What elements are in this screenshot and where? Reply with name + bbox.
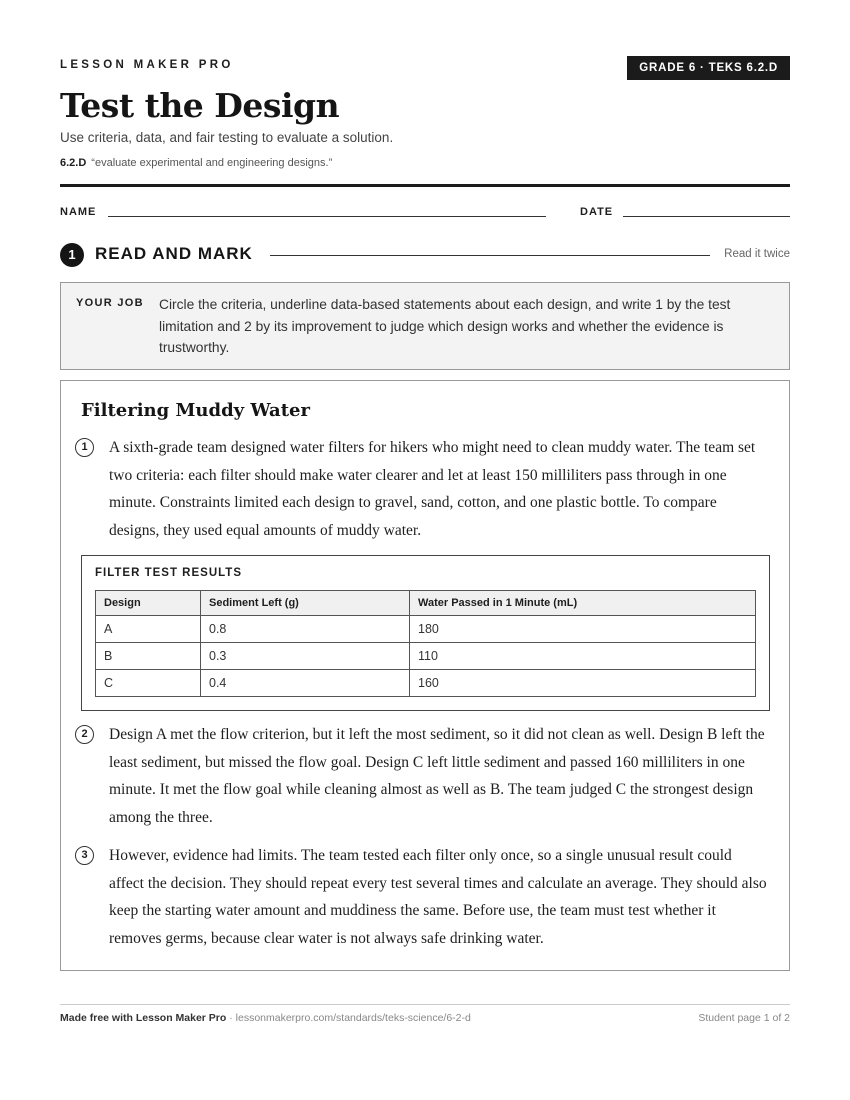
footer-divider [60, 1004, 790, 1005]
job-instructions-box [60, 282, 790, 370]
table-cell: 0.4 [201, 670, 410, 697]
footer-page-number: Student page 1 of 2 [698, 1012, 790, 1024]
table-cell: 0.8 [201, 616, 410, 643]
name-date-row [60, 205, 790, 221]
paragraph-number: 3 [75, 846, 94, 865]
paragraph-number: 1 [75, 438, 94, 457]
column-header: Sediment Left (g) [201, 591, 410, 616]
results-table [95, 590, 756, 697]
standard-text: “evaluate experimental and engineering designs.” [91, 157, 333, 169]
table-cell: 160 [410, 670, 756, 697]
table-header-row [96, 591, 756, 616]
table-cell: A [96, 616, 201, 643]
footer-url[interactable]: lessonmakerpro.com/standards/teks-science/6-2-d [235, 1012, 471, 1024]
standard-line [60, 157, 332, 169]
section-divider [270, 255, 710, 256]
brand-name: LESSON MAKER PRO [60, 59, 234, 71]
table-row [96, 643, 756, 670]
reading-title: Filtering Muddy Water [81, 400, 310, 421]
results-table-box [81, 555, 770, 711]
standard-code: 6.2.D [60, 157, 87, 169]
footer-credit [60, 1012, 471, 1024]
table-row [96, 616, 756, 643]
name-field[interactable] [108, 216, 546, 217]
page-subtitle: Use criteria, data, and fair testing to evaluate a solution. [60, 130, 394, 145]
paragraph-text: A sixth-grade team designed water filters for hikers who might need to clean muddy water. The team set two criteria: each filter should make water clearer and let at least 150 milliliters pass through in one minute. Constraints limited each design to gravel, sand, cotton, and one plastic bottle. To compare designs, they used equal amounts of muddy water. [109, 439, 756, 539]
footer-made-by: Made free with Lesson Maker Pro [60, 1012, 227, 1024]
section-note: Read it twice [724, 248, 790, 260]
table-row [96, 670, 756, 697]
paragraph-text: However, evidence had limits. The team tested each filter only once, so a single unusual result could affect the decision. They should repeat every test several times and calculate an average. They should also keep the starting water amount and muddiness the same. Before use, the team must test whether it removes germs, because clear water is not always safe drinking water. [109, 847, 767, 947]
header-divider [60, 184, 790, 187]
column-header: Design [96, 591, 201, 616]
top-bar [60, 56, 790, 80]
grade-badge: GRADE 6 · TEKS 6.2.D [627, 56, 790, 80]
table-cell: 0.3 [201, 643, 410, 670]
section-number-badge: 1 [60, 243, 84, 267]
reading-passage [60, 380, 790, 971]
job-text: Circle the criteria, underline data-based statements about each design, and write 1 by the test limitation and 2 by its improvement to judge which design works and whether the evidence is trustworthy. [159, 297, 731, 355]
section-title: READ AND MARK [95, 244, 253, 263]
section-header [60, 242, 790, 268]
page-title: Test the Design [60, 86, 340, 125]
paragraph-number: 2 [75, 725, 94, 744]
job-label: YOUR JOB [76, 297, 144, 309]
paragraph-text: Design A met the flow criterion, but it left the most sediment, so it did not clean as well. Design B left the least sediment, but missed the flow goal. Design C left little sediment and passed 160 milliliters in one minute. It met the flow goal while cleaning almost as well as B. The team judged C the strongest design among the three. [109, 726, 765, 826]
name-label: NAME [60, 206, 97, 218]
table-cell: B [96, 643, 201, 670]
table-cell: 110 [410, 643, 756, 670]
table-cell: C [96, 670, 201, 697]
date-field[interactable] [623, 216, 790, 217]
column-header: Water Passed in 1 Minute (mL) [410, 591, 756, 616]
footer-separator: · [226, 1012, 236, 1024]
table-title: FILTER TEST RESULTS [95, 567, 242, 579]
table-cell: 180 [410, 616, 756, 643]
date-label: DATE [580, 206, 614, 218]
